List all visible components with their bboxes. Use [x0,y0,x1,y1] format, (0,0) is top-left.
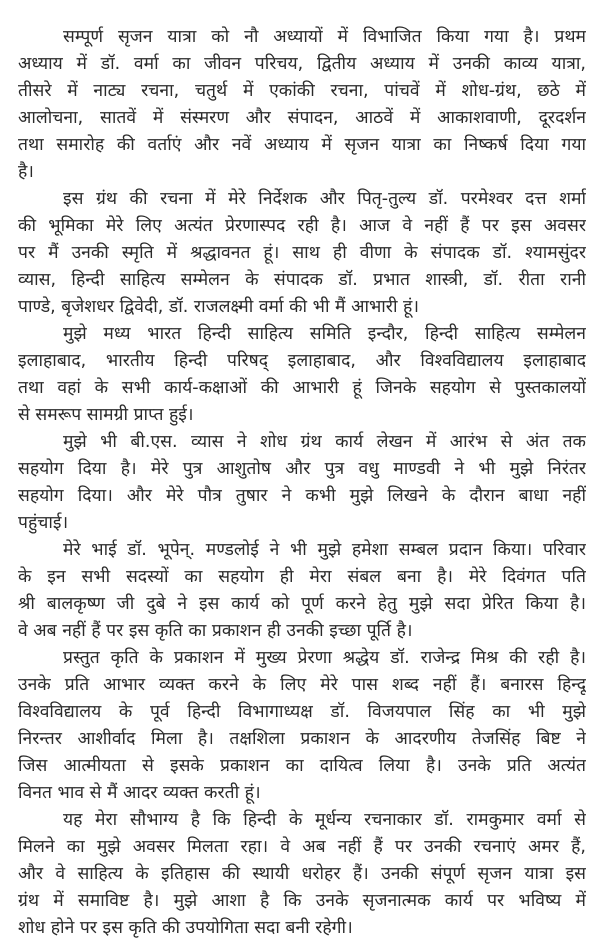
text-line: व्यास, हिन्दी साहित्य सम्मेलन के संपादक डॉ. प्रभात शास्त्री, डॉ. रीता रानी [18,270,586,290]
text-line: शोध होने पर इस कृति की उपयोगिता सदा बनी रहेगी। [18,918,353,938]
paragraph [18,321,586,429]
document-page [18,24,586,942]
text-line: पर मैं उनकी स्मृति में श्रद्धावनत हूं। साथ ही वीणा के संपादक डॉ. श्यामसुंदर [18,243,586,263]
text-line: तथा वहां के सभी कार्य-कक्षाओं की आभारी हूं जिनके सहयोग से पुस्तकालयों [18,378,586,398]
text-line: निरन्तर आशीर्वाद मिला है। तक्षशिला प्रकाशन के आदरणीय तेजसिंह बिष्ट ने [18,729,586,749]
text-line: प्रस्तुत कृति के प्रकाशन में मुख्य प्रेरणा श्रद्धेय डॉ. राजेन्द्र मिश्र की रही है। [63,648,586,668]
text-line: की भूमिका मेरे लिए अत्यंत प्रेरणास्पद रही है। आज वे नहीं हैं पर इस अवसर [18,216,586,236]
text-line: से समरूप सामग्री प्राप्त हुई। [18,405,194,425]
paragraph [18,537,586,645]
text-line: वे अब नहीं हैं पर इस कृति का प्रकाशन ही उनकी इच्छा पूर्ति है। [18,621,413,641]
text-line: श्री बालकृष्ण जी दुबे ने इस कार्य को पूर्ण करने हेतु मुझे सदा प्रेरित किया है। [18,594,586,614]
text-line: और वे साहित्य के इतिहास की स्थायी धरोहर हैं। उनकी संपूर्ण सृजन यात्रा इस [18,864,586,884]
text-line: तीसरे में नाट्य रचना, चतुर्थ में एकांकी रचना, पांचवें में शोध-ग्रंथ, छठे में [18,81,586,101]
text-line: आलोचना, सातवें में संस्मरण और संपादन, आठवें में आकाशवाणी, दूरदर्शन [18,108,586,128]
text-line: है। [18,162,34,182]
text-line: इस ग्रंथ की रचना में मेरे निर्देशक और पितृ-तुल्य डॉ. परमेश्वर दत्त शर्मा [63,189,586,209]
text-line: तथा समारोह की वर्ताएं और नवें अध्याय में सृजन यात्रा का निष्कर्ष दिया गया [18,135,586,155]
text-line: सहयोग दिया। और मेरे पौत्र तुषार ने कभी मुझे लिखने के दौरान बाधा नहीं [18,486,586,506]
text-line: के इन सभी सदस्यों का सहयोग ही मेरा संबल बना है। मेरे दिवंगत पति [18,567,586,587]
text-line: विनत भाव से मैं आदर व्यक्त करती हूं। [18,783,261,803]
text-line: जिस आत्मीयता से इसके प्रकाशन का दायित्व लिया है। उनके प्रति अत्यंत [18,756,586,776]
paragraph [18,429,586,537]
text-line: उनके प्रति आभार व्यक्त करने के लिए मेरे पास शब्द नहीं हैं। बनारस हिन्दू [18,675,586,695]
text-line: मुझे मध्य भारत हिन्दी साहित्य समिति इन्दौर, हिन्दी साहित्य सम्मेलन [63,324,586,344]
text-line: ग्रंथ में समाविष्ट है। मुझे आशा है कि उनके सृजनात्मक कार्य पर भविष्य में [18,891,586,911]
text-line: मुझे भी बी.एस. व्यास ने शोध ग्रंथ कार्य लेखन में आरंभ से अंत तक [63,432,586,452]
text-line: मेरे भाई डॉ. भूपेन्. मण्डलोई ने भी मुझे हमेशा सम्बल प्रदान किया। परिवार [63,540,586,560]
text-line: सहयोग दिया है। मेरे पुत्र आशुतोष और पुत्र वधु माण्डवी ने भी मुझे निरंतर [18,459,586,479]
paragraph [18,807,586,942]
text-line: इलाहाबाद, भारतीय हिन्दी परिषद् इलाहाबाद, और विश्वविद्यालय इलाहाबाद [18,351,586,371]
text-line: पाण्डे, बृजेशधर द्विवेदी, डॉ. राजलक्ष्मी वर्मा की भी मैं आभारी हूं। [18,297,419,317]
paragraph [18,645,586,807]
text-line: विश्वविद्यालय के पूर्व हिन्दी विभागाध्यक्ष डॉ. विजयपाल सिंह का भी मुझे [18,702,586,722]
text-line: मिलने का मुझे अवसर मिलता रहा। वे अब नहीं हैं पर उनकी रचनाएं अमर हैं, [18,837,586,857]
paragraph [18,24,586,186]
text-line: अध्याय में डॉ. वर्मा का जीवन परिचय, द्वितीय अध्याय में उनकी काव्य यात्रा, [18,54,586,74]
paragraph [18,186,586,321]
text-line: पहुंचाई। [18,513,69,533]
text-line: यह मेरा सौभाग्य है कि हिन्दी के मूर्धन्य रचनाकार डॉ. रामकुमार वर्मा से [63,810,586,830]
text-line: सम्पूर्ण सृजन यात्रा को नौ अध्यायों में विभाजित किया गया है। प्रथम [63,27,586,47]
